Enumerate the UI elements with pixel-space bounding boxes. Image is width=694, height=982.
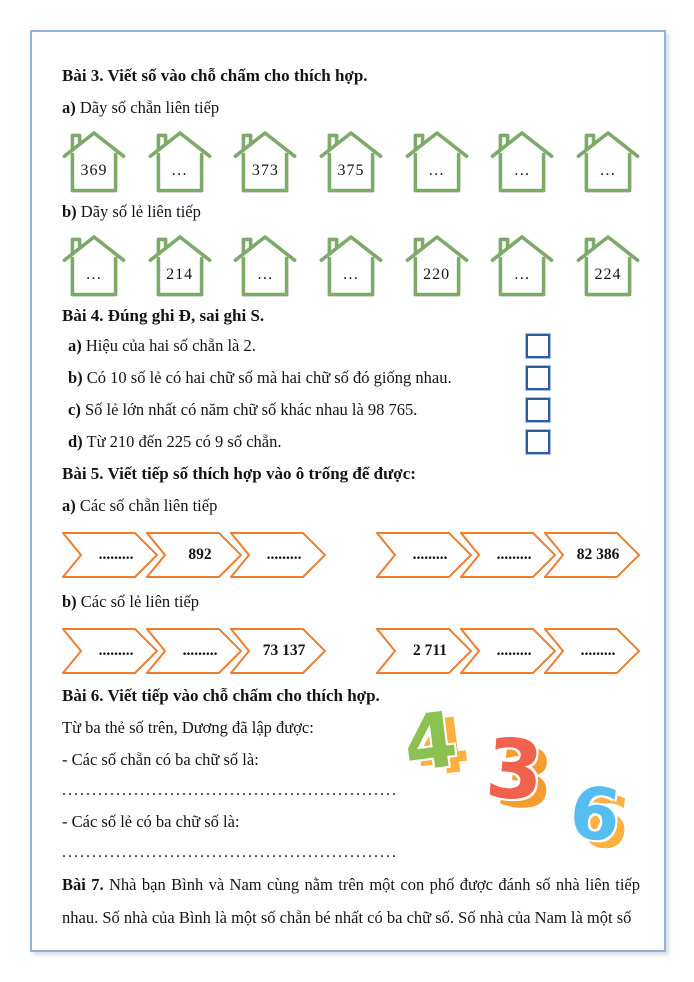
arrow-value: ......... — [580, 642, 616, 659]
house-number: … — [85, 266, 103, 283]
part-label: a) — [62, 98, 76, 117]
arrow-cell — [146, 628, 242, 674]
house-number: 369 — [80, 162, 108, 179]
statement-row — [68, 430, 640, 454]
odd-numbers-prompt: - Các số lẻ có ba chữ số là: — [62, 812, 240, 831]
even-numbers-prompt: - Các số chẵn có ba chữ số là: — [62, 750, 259, 769]
arrow-cell — [62, 532, 158, 578]
house-icon — [233, 128, 297, 194]
part-text: Dãy số lẻ liên tiếp — [80, 202, 201, 221]
exercise-6-intro: Từ ba thẻ số trên, Dương đã lập được: — [62, 718, 314, 737]
arrow-value: 892 — [188, 546, 212, 563]
arrow-cell — [460, 628, 556, 674]
arrow-group — [376, 628, 640, 674]
arrow-cell — [230, 532, 326, 578]
arrow-group — [62, 628, 326, 674]
exercise-6-title: Bài 6. Viết tiếp vào chỗ chấm cho thích hợp. — [62, 686, 380, 705]
house-number: 224 — [594, 266, 622, 283]
statement-text: c) Số lẻ lớn nhất có năm chữ số khác nhau là 98 765. — [68, 400, 418, 419]
exercise-3a-caption — [62, 98, 640, 118]
house-icon — [148, 128, 212, 194]
answer-checkbox[interactable] — [526, 398, 550, 422]
house-number: 375 — [337, 162, 365, 179]
house-icon — [576, 232, 640, 298]
arrow-cell — [544, 532, 640, 578]
house-row-even — [62, 128, 640, 194]
statement-text: a) Hiệu của hai số chẵn là 2. — [68, 336, 256, 355]
house-number: … — [342, 266, 360, 283]
arrow-cell — [230, 628, 326, 674]
arrow-value: 2 711 — [412, 642, 448, 659]
answer-checkbox[interactable] — [526, 366, 550, 390]
exercise-5-title: Bài 5. Viết tiếp số thích hợp vào ô trống để được: — [62, 464, 416, 483]
answer-checkbox[interactable] — [526, 334, 550, 358]
house-icon — [576, 128, 640, 194]
arrow-value: ......... — [98, 642, 134, 659]
house-icon — [62, 232, 126, 298]
house-cell — [62, 128, 126, 194]
arrow-cell — [544, 628, 640, 674]
answer-dotted-line: ........................................................ — [62, 844, 398, 861]
arrow-value: ......... — [496, 642, 532, 659]
house-number: … — [428, 162, 446, 179]
arrow-value: ......... — [98, 546, 134, 563]
exercise-7-label: Bài 7. — [62, 875, 104, 894]
house-cell — [405, 128, 469, 194]
house-number: 214 — [166, 266, 194, 283]
house-cell — [490, 232, 554, 298]
arrow-cell — [376, 532, 472, 578]
house-number: … — [513, 266, 531, 283]
exercise-7-text: Bài 7. Nhà bạn Bình và Nam cùng nằm trên một con phố được đánh số nhà liên tiếp nhau. Số nhà của Bình là một số chẵn bé nhất có ba chữ số. Số nhà của Nam là một số — [62, 875, 640, 927]
exercise-4-title: Bài 4. Đúng ghi Đ, sai ghi S. — [62, 306, 265, 325]
house-icon — [319, 128, 383, 194]
house-number: … — [513, 162, 531, 179]
house-cell — [405, 232, 469, 298]
house-number: 373 — [251, 162, 279, 179]
exercise-5 — [62, 464, 640, 674]
digit-card-3: 3 — [482, 721, 547, 820]
exercise-4 — [62, 306, 640, 454]
arrow-value: ......... — [412, 546, 448, 563]
arrow-cell — [376, 628, 472, 674]
arrow-value: ......... — [182, 642, 218, 659]
arrow-value: ......... — [266, 546, 302, 563]
house-number: … — [599, 162, 617, 179]
house-icon — [62, 128, 126, 194]
exercise-6 — [62, 686, 640, 862]
house-number: … — [171, 162, 189, 179]
statement-row — [68, 398, 640, 422]
arrow-group — [62, 532, 326, 578]
arrow-cell — [460, 532, 556, 578]
digit-card-4: 4 — [398, 694, 463, 789]
arrow-cell — [62, 628, 158, 674]
house-cell — [319, 128, 383, 194]
house-cell — [148, 232, 212, 298]
house-icon — [405, 232, 469, 298]
answer-checkbox[interactable] — [526, 430, 550, 454]
house-icon — [490, 232, 554, 298]
exercise-5b-caption: b) Các số lẻ liên tiếp — [62, 592, 200, 611]
arrow-cell — [146, 532, 242, 578]
house-cell — [576, 232, 640, 298]
statement-row — [68, 334, 640, 358]
house-icon — [319, 232, 383, 298]
statement-text: b) Có 10 số lẻ có hai chữ số mà hai chữ số đó giống nhau. — [68, 368, 452, 387]
page-frame — [30, 30, 666, 952]
statement-text: d) Từ 210 đến 225 có 9 số chẵn. — [68, 432, 282, 451]
digit-card-6: 6 — [565, 769, 626, 859]
house-cell — [148, 128, 212, 194]
house-cell — [576, 128, 640, 194]
answer-dotted-line: ........................................................ — [62, 782, 398, 799]
arrow-group — [376, 532, 640, 578]
exercise-3b-caption — [62, 202, 640, 222]
house-icon — [405, 128, 469, 194]
part-label: b) — [62, 202, 77, 221]
house-cell — [62, 232, 126, 298]
house-row-odd — [62, 232, 640, 298]
exercise-7 — [62, 868, 640, 934]
house-number: 220 — [423, 266, 451, 283]
house-cell — [233, 128, 297, 194]
house-icon — [148, 232, 212, 298]
arrow-value: 82 386 — [576, 546, 620, 563]
exercise-3 — [62, 66, 640, 298]
house-cell — [490, 128, 554, 194]
house-cell — [319, 232, 383, 298]
part-text: Dãy số chẵn liên tiếp — [79, 98, 220, 117]
exercise-3-title: Bài 3. Viết số vào chỗ chấm cho thích hợp. — [62, 66, 368, 85]
house-cell — [233, 232, 297, 298]
arrow-row-even — [62, 532, 640, 578]
arrow-value: 73 137 — [262, 642, 306, 659]
house-icon — [233, 232, 297, 298]
house-icon — [490, 128, 554, 194]
arrow-value: ......... — [496, 546, 532, 563]
exercise-5a-caption: a) Các số chẵn liên tiếp — [62, 496, 218, 515]
statement-row — [68, 366, 640, 390]
arrow-row-odd — [62, 628, 640, 674]
house-number: … — [256, 266, 274, 283]
